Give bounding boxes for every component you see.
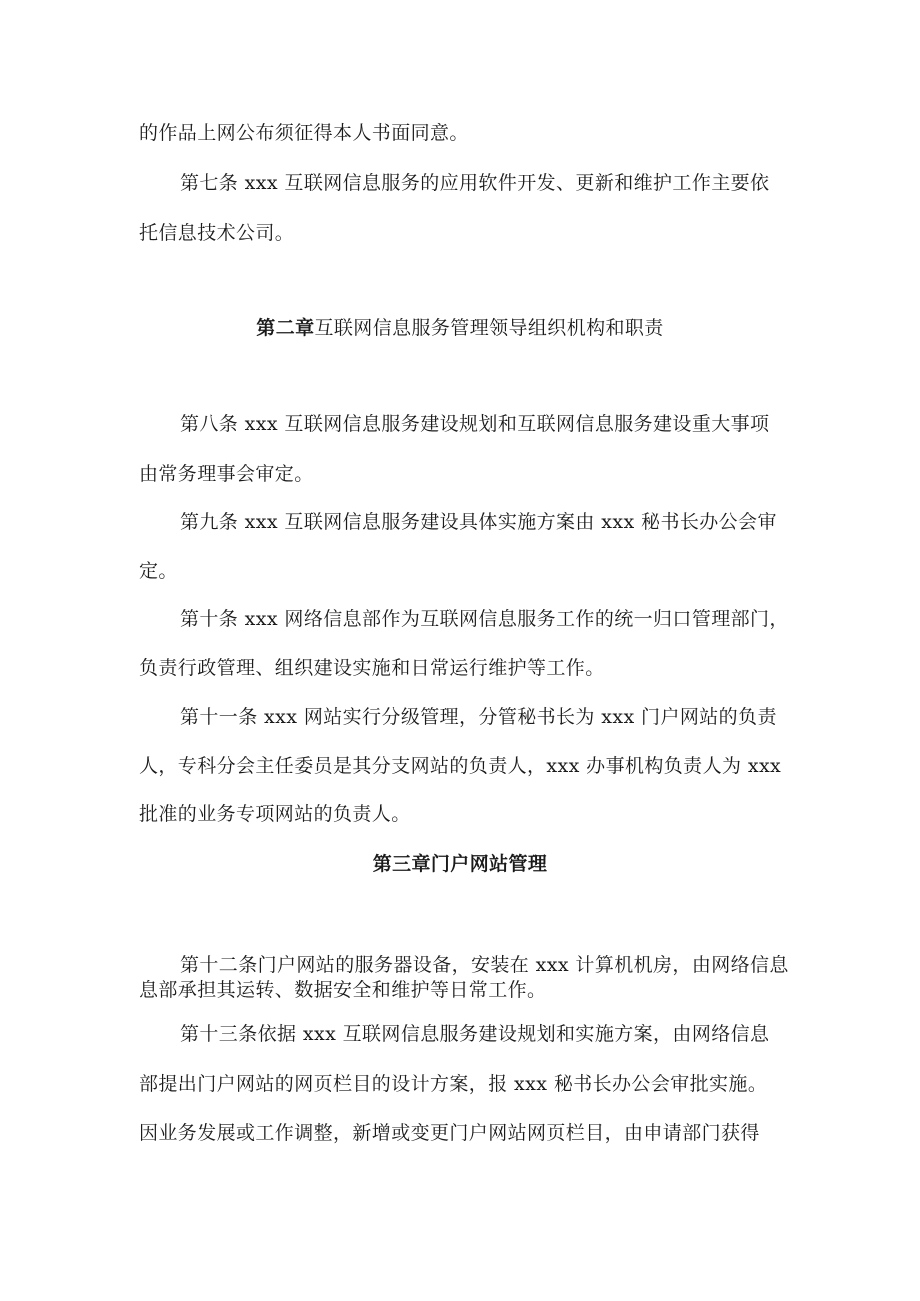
paragraph-line: 第八条 xxx 互联网信息服务建设规划和互联网信息服务建设重大事项: [180, 413, 770, 435]
paragraph-line: 因业务发展或工作调整，新增或变更门户网站网页栏目，由申请部门获得: [139, 1122, 760, 1144]
paragraph-line: 由常务理事会审定。: [139, 463, 314, 485]
paragraph-line: 第十三条依据 xxx 互联网信息服务建设规划和实施方案，由网络信息: [180, 1023, 770, 1045]
paragraph-line: 第十条 xxx 网络信息部作为互联网信息服务工作的统一归口管理部门，: [180, 608, 789, 630]
paragraph-line: 负责行政管理、组织建设实施和日常运行维护等工作。: [139, 657, 605, 679]
chapter-heading: [0, 316, 920, 340]
paragraph-line: 托信息技术公司。: [139, 222, 295, 244]
chapter-heading: 第三章门户网站管理: [372, 853, 548, 875]
paragraph-line: 的作品上网公布须征得本人书面同意。: [139, 122, 469, 144]
paragraph-line: 第七条 xxx 互联网信息服务的应用软件开发、更新和维护工作主要依: [180, 172, 770, 194]
paragraph-line: 第九条 xxx 互联网信息服务建设具体实施方案由 xxx 秘书长办公会审: [180, 511, 777, 533]
paragraph-line: 定。: [139, 560, 178, 582]
paragraph-line: 批准的业务专项网站的负责人。: [139, 803, 411, 825]
paragraph-line: 人，专科分会主任委员是其分支网站的负责人，xxx 办事机构负责人为 xxx: [139, 755, 782, 777]
paragraph-line: 第十一条 xxx 网站实行分级管理，分管秘书长为 xxx 门户网站的负责: [180, 706, 777, 728]
paragraph-line: 息部承担其运转、数据安全和维护等日常工作。: [139, 979, 547, 1001]
chapter-title: 互联网信息服务管理领导组织机构和职责: [314, 317, 664, 339]
paragraph-line: 部提出门户网站的网页栏目的设计方案，报 xxx 秘书长办公会审批实施。: [139, 1073, 768, 1095]
chapter-label: 第二章: [256, 317, 315, 339]
paragraph-line: 第十二条门户网站的服务器设备，安装在 xxx 计算机机房，由网络信息: [180, 954, 789, 976]
